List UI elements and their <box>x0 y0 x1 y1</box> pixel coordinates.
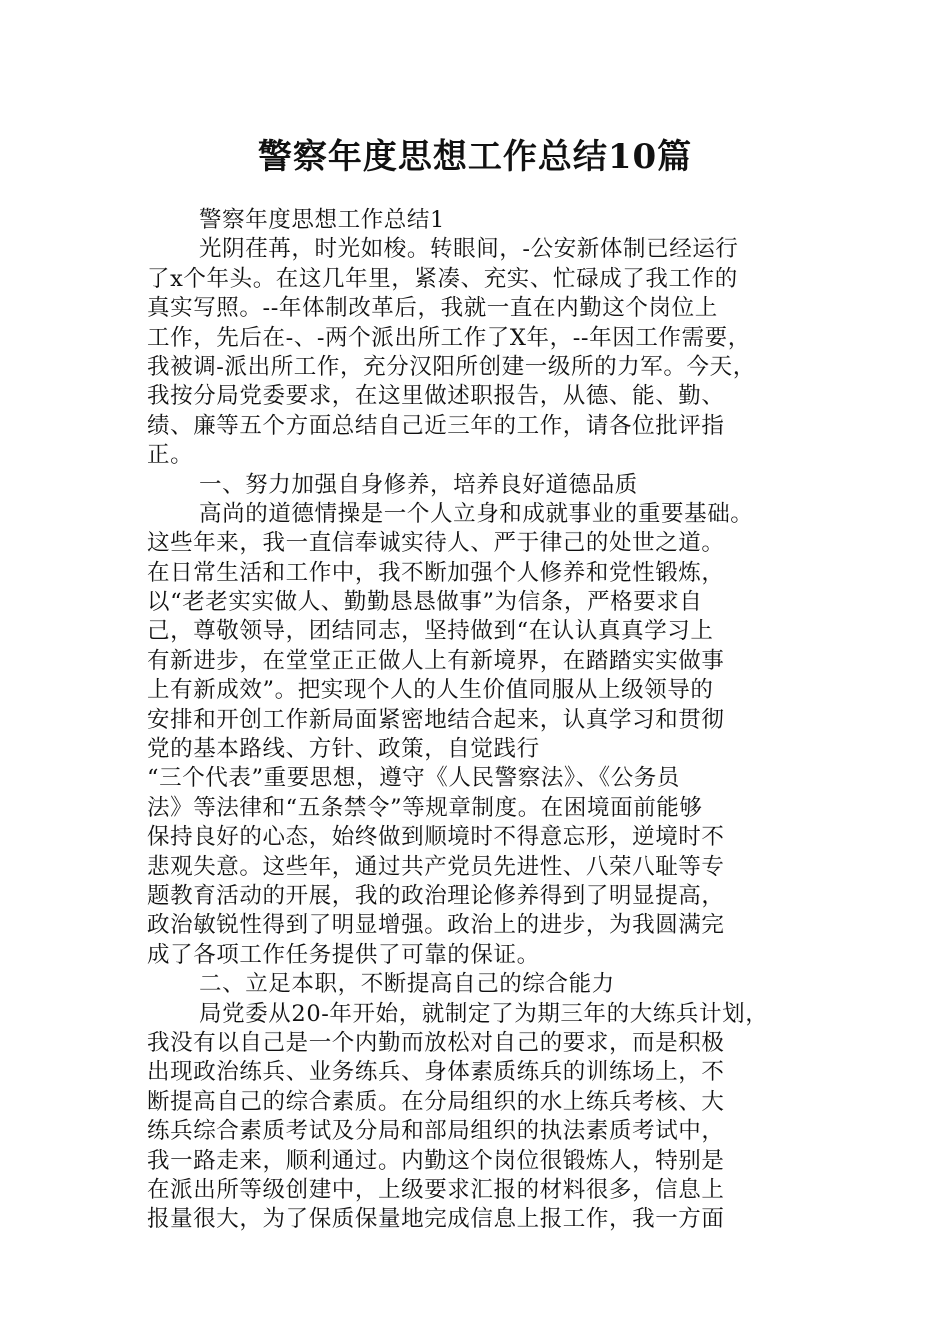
text-line: 正。 <box>147 442 194 469</box>
text-line: 光阴荏苒，时光如梭。转眼间，-公安新体制已经运行 <box>199 236 739 263</box>
text-line: 我一路走来，顺利通过。内勤这个岗位很锻炼人，特别是 <box>147 1147 725 1174</box>
text-line: 政治敏锐性得到了明显增强。政治上的进步，为我圆满完 <box>147 912 725 939</box>
text-line: 悲观失意。这些年，通过共产党员先进性、八荣八耻等专 <box>147 853 725 880</box>
text-line: 以“老老实实做人、勤勤恳恳做事”为信条，严格要求自 <box>147 589 703 616</box>
text-line: 工作，先后在-、-两个派出所工作了X年，--年因工作需要， <box>147 324 751 351</box>
text-line: 高尚的道德情操是一个人立身和成就事业的重要基础。 <box>199 500 754 527</box>
text-line: 局党委从20-年开始，就制定了为期三年的大练兵计划， <box>199 1000 769 1027</box>
text-line: 这些年来，我一直信奉诚实待人、严于律己的处世之道。 <box>147 530 725 557</box>
text-line: 党的基本路线、方针、政策，自觉践行 <box>147 736 540 763</box>
text-line: “三个代表”重要思想，遵守《人民警察法》、《公务员 <box>147 765 681 792</box>
text-line: 上有新成效”。把实现个人的人生价值同服从上级领导的 <box>147 677 714 704</box>
text-line: 了x个年头。在这几年里，紧凑、充实、忙碌成了我工作的 <box>147 265 738 292</box>
text-line: 报量很大，为了保质保量地完成信息上报工作，我一方面 <box>147 1206 725 1233</box>
text-line: 真实写照。--年体制改革后，我就一直在内勤这个岗位上 <box>147 295 718 322</box>
text-line: 警察年度思想工作总结1 <box>199 207 445 233</box>
document-title: 警察年度思想工作总结10篇 <box>257 137 693 177</box>
text-line: 练兵综合素质考试及分局和部局组织的执法素质考试中， <box>147 1118 725 1145</box>
document-body <box>147 206 827 1235</box>
text-line: 二、立足本职，不断提高自己的综合能力 <box>199 971 615 998</box>
text-line: 有新进步，在堂堂正正做人上有新境界，在踏踏实实做事 <box>147 647 725 674</box>
text-line: 我没有以自己是一个内勤而放松对自己的要求，而是积极 <box>147 1029 725 1056</box>
text-line: 我按分局党委要求，在这里做述职报告，从德、能、勤、 <box>147 383 725 410</box>
text-line: 题教育活动的开展，我的政治理论修养得到了明显提高， <box>147 882 725 909</box>
text-line: 出现政治练兵、业务练兵、身体素质练兵的训练场上，不 <box>147 1059 725 1086</box>
text-line: 保持良好的心态，始终做到顺境时不得意忘形，逆境时不 <box>147 824 725 851</box>
text-line: 绩、廉等五个方面总结自己近三年的工作，请各位批评指 <box>147 412 725 439</box>
text-line: 成了各项工作任务提供了可靠的保证。 <box>147 941 540 968</box>
text-line: 在派出所等级创建中，上级要求汇报的材料很多，信息上 <box>147 1176 725 1203</box>
text-line: 断提高自己的综合素质。在分局组织的水上练兵考核、大 <box>147 1088 725 1115</box>
text-line: 一、努力加强自身修养，培养良好道德品质 <box>199 471 638 498</box>
text-line: 安排和开创工作新局面紧密地结合起来，认真学习和贯彻 <box>147 706 725 733</box>
text-line: 我被调-派出所工作，充分汉阳所创建一级所的力军。今天， <box>147 353 756 380</box>
text-line: 在日常生活和工作中，我不断加强个人修养和党性锻炼， <box>147 559 725 586</box>
text-line: 法》等法律和“五条禁令”等规章制度。在困境面前能够 <box>147 794 703 821</box>
text-line: 己，尊敬领导，团结同志，坚持做到“在认认真真学习上 <box>147 618 714 645</box>
